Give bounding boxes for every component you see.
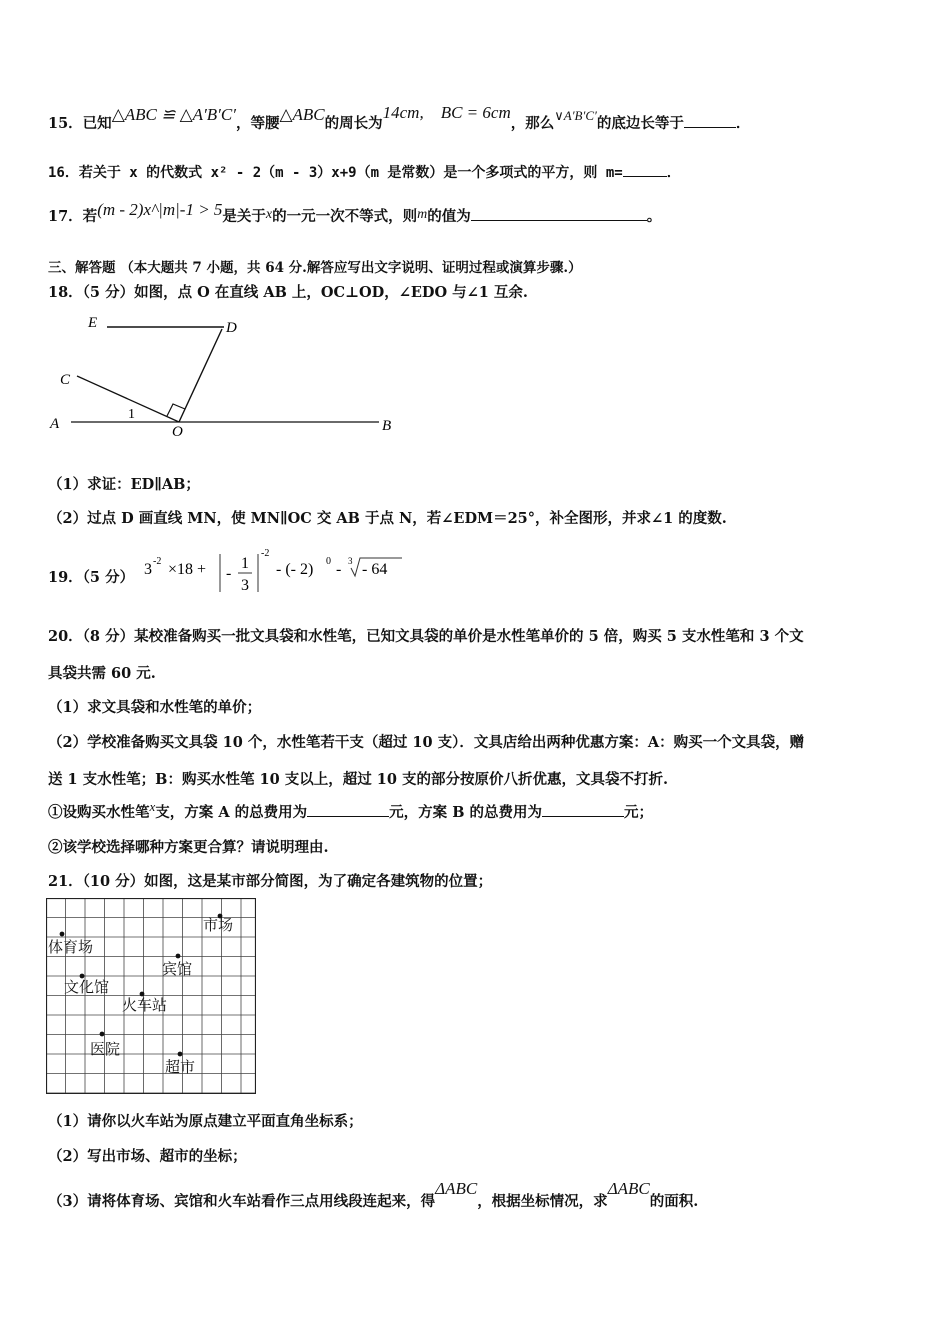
label-hospital: 医院 [90, 1040, 121, 1058]
q20-text: 元，方案 B 的总费用为 [389, 804, 542, 821]
q17-inequality: (m - 2)x^|m|-1 > 5 [97, 200, 223, 219]
label-o: O [172, 424, 183, 440]
q15-text: ． [735, 115, 751, 132]
q15-lengths: 14cm, BC = 6cm [382, 103, 511, 122]
q19-radicand: - 64 [362, 561, 388, 578]
q21-text: ，根据坐标情况，求 [477, 1193, 608, 1210]
q20-part-2b: 送 1 支水性笔；B：购买水性笔 10 支以上，超过 10 支的部分按原价八折优惠，文具袋不打折. [48, 771, 669, 788]
label-d: D [226, 320, 237, 336]
q19-times18: ×18 + [168, 561, 207, 578]
section-heading: 三、解答题 （本大题共 7 小题，共 64 分.解答应写出文字说明、证明过程或演算步骤.） [48, 260, 582, 276]
question-17 [48, 200, 662, 226]
label-c: C [60, 372, 71, 388]
question-21-stem: 21．（10 分）如图，这是某市部分简图，为了确定各建筑物的位置； [48, 873, 493, 890]
q20-text: ①设购买水性笔 [48, 804, 150, 821]
q20-part-2a: （2）学校准备购买文具袋 10 个，水性笔若干支（超过 10 支）．文具店给出两种优惠方案：A：购买一个文具袋，赠 [48, 734, 805, 751]
label-hotel: 宾馆 [162, 960, 193, 978]
q20-text: 支，方案 A 的总费用为 [155, 804, 308, 821]
q20-var-x: x [149, 799, 156, 814]
label-b: B [382, 418, 392, 434]
q21-part-2: （2）写出市场、超市的坐标； [48, 1148, 247, 1165]
q19-exp3: 0 [326, 556, 331, 567]
q19-exp1: -2 [153, 556, 162, 567]
q20-text: 元； [624, 804, 653, 821]
question-18-stem: 18．（5 分）如图，点 O 在直线 AB 上，OC⊥OD，∠EDO 与∠1 互余. [48, 284, 528, 301]
q15-congruence: △ABC ≌ △A′B′C′ [111, 105, 236, 124]
q19-term3: - (- 2) [276, 561, 314, 578]
q21-triangle: ΔABC [607, 1179, 650, 1198]
q17-text: 的一元一次不等式，则 [272, 208, 418, 225]
q19-number: 19．（5 分） [48, 569, 135, 586]
q15-triangle: △ABC [279, 105, 325, 124]
q15-text: 的周长为 [324, 115, 383, 132]
label-e: E [88, 315, 98, 331]
q19-cube-index: 3 [348, 556, 353, 566]
q19-base3: 3 [144, 561, 152, 578]
q19-expression [140, 544, 410, 604]
q17-var-x: x [265, 207, 273, 222]
q20-sub-2: ②该学校选择哪种方案更合算？请说明理由. [48, 839, 329, 856]
q19-term4: - [336, 561, 342, 578]
label-market: 市场 [203, 916, 234, 934]
q17-text: 。 [646, 208, 662, 225]
city-map [46, 898, 256, 1094]
answer-blank[interactable] [307, 802, 389, 817]
q21-part-3 [48, 1179, 699, 1211]
label-angle-1: 1 [128, 407, 135, 422]
label-stadium: 体育场 [48, 938, 94, 956]
point-hospital [100, 1032, 105, 1037]
q15-triangle-prime: ∨A′B′C′ [554, 108, 597, 123]
q21-part-1: （1）请你以火车站为原点建立平面直角坐标系； [48, 1113, 363, 1130]
label-a: A [50, 416, 60, 432]
label-supermarket: 超市 [165, 1058, 196, 1076]
q20-line-2: 具袋共需 60 元. [48, 665, 156, 682]
q20-sub-1 [48, 801, 653, 822]
label-station: 火车站 [122, 996, 168, 1014]
q16-text: 16．若关于 x 的代数式 x² - 2（m - 3）x+9（m 是常数）是一个多项式的平方，则 m= [48, 165, 623, 181]
q20-line-1: 20．（8 分）某校准备购买一批文具袋和水性笔，已知文具袋的单价是水性笔单价的 5 倍，购买 5 支水性笔和 3 个文 [48, 628, 804, 645]
q16-text: ． [666, 165, 681, 181]
q19-exp2: -2 [261, 548, 270, 559]
q21-text: 的面积. [649, 1193, 699, 1210]
q18-part-2: （2）过点 D 画直线 MN，使 MN∥OC 交 AB 于点 N，若∠EDM＝25°，补全图形，并求∠1 的度数. [48, 510, 727, 527]
q19-minus: - [226, 565, 232, 582]
q15-text: ，那么 [510, 115, 555, 132]
q21-text: （3）请将体育场、宾馆和火车站看作三点用线段连起来，得 [48, 1193, 436, 1210]
answer-blank[interactable] [684, 113, 736, 128]
q15-text: ，等腰 [235, 115, 280, 132]
q18-figure [44, 310, 404, 440]
q18-part-1: （1）求证：ED∥AB； [48, 476, 200, 493]
q19-frac-den: 3 [241, 577, 249, 594]
line-od [179, 329, 222, 422]
answer-blank[interactable] [542, 802, 624, 817]
question-19 [48, 566, 134, 587]
q15-text: 的底边长等于 [596, 115, 684, 132]
q17-text: 是关于 [222, 208, 266, 225]
question-15 [48, 103, 751, 133]
q17-text: 的值为 [427, 208, 471, 225]
q21-triangle: ΔABC [435, 1179, 478, 1198]
q17-var-m: m [417, 207, 428, 222]
question-16 [48, 162, 681, 182]
answer-blank[interactable] [623, 162, 667, 177]
answer-blank[interactable] [471, 206, 647, 221]
q19-frac-num: 1 [241, 555, 249, 572]
q17-number: 17．若 [48, 208, 98, 225]
q20-part-1: （1）求文具袋和水性笔的单价； [48, 699, 262, 716]
label-culture: 文化馆 [64, 978, 110, 996]
q15-number: 15．已知 [48, 115, 112, 132]
